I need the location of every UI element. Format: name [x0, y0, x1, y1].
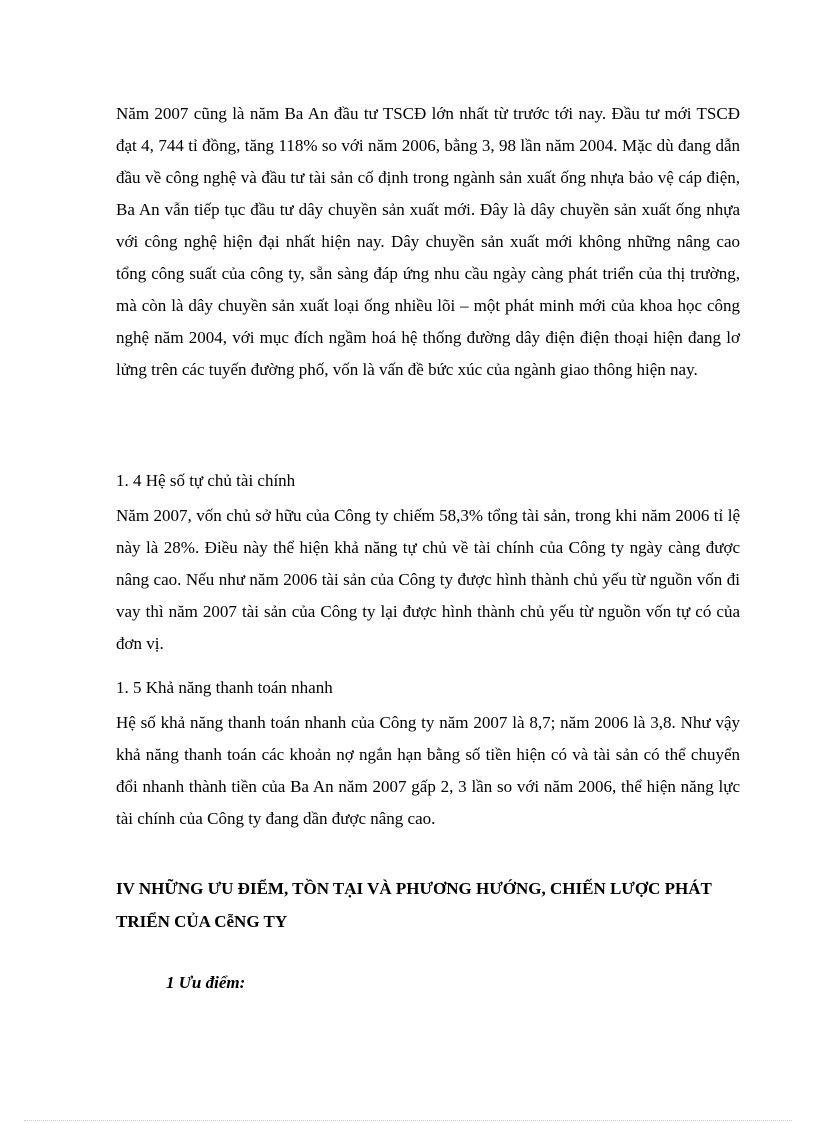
paragraph-financial-autonomy: Năm 2007, vốn chủ sở hữu của Công ty chiếm 58,3% tổng tài sản, trong khi năm 2006 tỉ lệ này là 28%. Điều này thể hiện khả năng tự chủ về tài chính của Công ty ngày càng được nâng cao. Nếu như năm 2006 tài sản của Công ty được hình thành chủ yếu từ nguồn vốn đi vay thì năm 2007 tài sản của Công ty lại được hình thành chủ yếu từ nguồn vốn tự có của đơn vị.	[116, 506, 740, 653]
paragraph-investment: Năm 2007 cũng là năm Ba An đầu tư TSCĐ lớn nhất từ trước tới nay. Đầu tư mới TSCĐ đạt 4, 744 tỉ đồng, tăng 118% so với năm 2006, bằng 3, 98 lần năm 2004. Mặc dù đang dẫn đầu về công nghệ và đầu tư tài sản cố định trong ngành sản xuất ống nhựa bảo vệ cáp điện, Ba An vẫn tiếp tục đầu tư dây chuyền sản xuất mới. Đây là dây chuyền sản xuất ống nhựa với công nghệ hiện đại nhất hiện nay. Dây chuyền sản xuất mới không những nâng cao tổng công suất của công ty, sẵn sàng đáp ứng nhu cầu ngày càng phát triển của thị trường, mà còn là dây chuyền sản xuất loại ống nhiều lõi – một phát minh mới của khoa học công nghệ năm 2004, với mục đích ngầm hoá hệ thống đường dây điện điện thoại hiện đang lơ lửng trên các tuyến đường phố, vốn là vấn đề bức xúc của ngành giao thông hiện nay.	[116, 104, 740, 379]
heading-financial-autonomy: 1. 4 Hệ số tự chủ tài chính	[116, 471, 296, 490]
paragraph-quick-liquidity: Hệ số khả năng thanh toán nhanh của Công ty năm 2007 là 8,7; năm 2006 là 3,8. Như vậy khả năng thanh toán các khoản nợ ngắn hạn bằng số tiền hiện có và tài sản có thể chuyển đổi nhanh thành tiền của Ba An năm 2007 gấp 2, 3 lần so với năm 2006, thể hiện năng lực tài chính của Công ty đang dần được nâng cao.	[116, 713, 740, 828]
heading-quick-liquidity: 1. 5 Khả năng thanh toán nhanh	[116, 678, 333, 697]
page-bottom-divider	[24, 1120, 792, 1121]
sub-heading-advantages: 1 Ưu điểm:	[166, 973, 246, 992]
section-heading-iv: IV NHỮNG ƯU ĐIỂM, TỒN TẠI VÀ PHƯƠNG HƯỚNG, CHIẾN LƯỢC PHÁT TRIỂN CỦA CễNG TY	[116, 879, 712, 931]
